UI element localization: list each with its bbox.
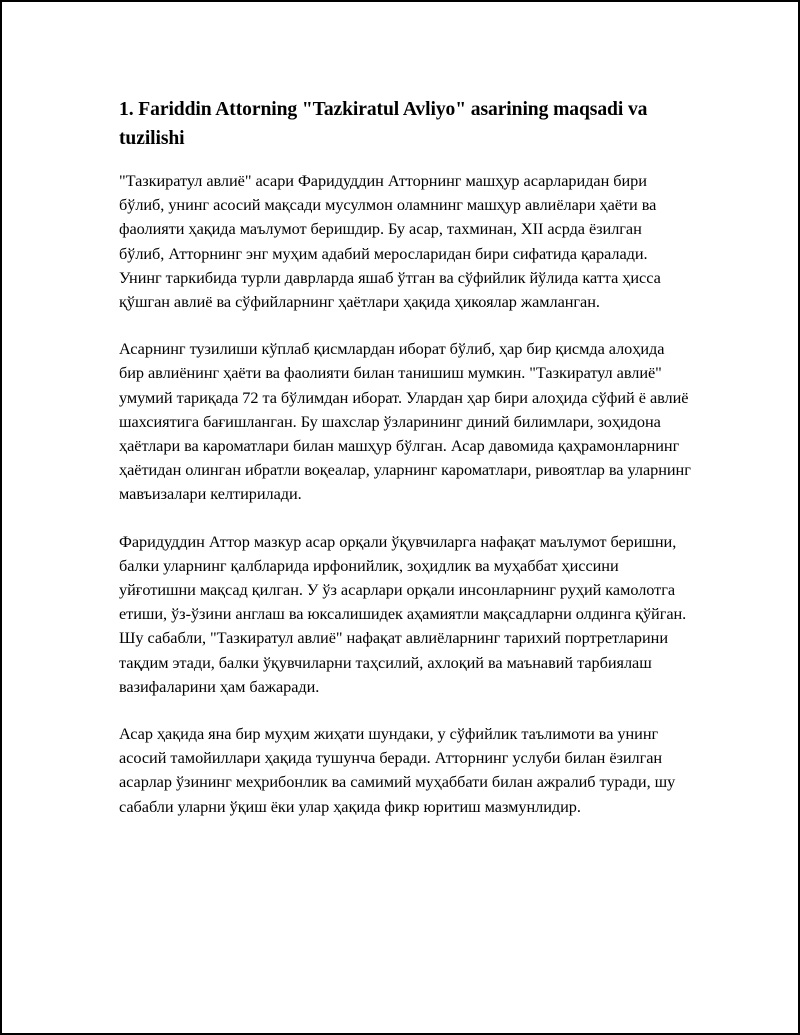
paragraph-1: "Тазкиратул авлиё" асари Фаридуддин Атторнинг машҳур асарларидан бири бўлиб, унинг асосий мақсади мусулмон оламнинг машҳур авлиёлари ҳаёти ва фаолияти ҳақида маълумот беришдир. Бу асар, тахминан, XII асрда ёзилган бўлиб, Атторнинг энг муҳим адабий меросларидан бири сифатида қаралади. Унинг таркибида турли даврларда яшаб ўтган ва сўфийлик йўлида катта ҳисса қўшган авлиё ва сўфийларнинг ҳаётлари ҳақида ҳикоялар жамланган. (119, 171, 661, 312)
section-heading: 1. Fariddin Attorning "Tazkiratul Avliyo" asarining maqsadi va tuzilishi (119, 99, 648, 149)
paragraph-3: Фаридуддин Аттор мазкур асар орқали ўқувчиларга нафақат маълумот беришни, балки уларнинг қалбларида ирфонийлик, зоҳидлик ва муҳаббат ҳиссини уйғотишни мақсад қилган. У ўз асарлари орқали инсонларнинг руҳий камолотга етиши, ўз-ўзини англаш ва юксалишидек аҳамиятли мақсадларни олдинга қўйган. Шу сабабли, "Тазкиратул авлиё" нафақат авлиёларнинг тарихий портретларини тақдим этади, балки ўқувчиларни таҳсилий, ахлоқий ва маънавий тарбиялаш вазифаларини ҳам бажаради. (119, 531, 687, 696)
document-body (119, 95, 691, 842)
paragraph-2: Асарнинг тузилиши кўплаб қисмлардан иборат бўлиб, ҳар бир қисмда алоҳида бир авлиёнинг ҳаёти ва фаолияти билан танишиш мумкин. "Тазкиратул авлиё" умумий тариқада 72 та бўлимдан иборат. Улардан ҳар бири алоҳида сўфий ё авлиё шахсиятига бағишланган. Бу шахслар ўзларининг диний билимлари, зоҳидона ҳаётлари ва кароматлари билан машҳур бўлган. Асар давомида қаҳрамонларнинг ҳаётидан олинган ибратли воқеалар, уларнинг кароматлари, ривоятлар ва уларнинг мавъизалари келтирилади. (119, 339, 691, 504)
paragraph-4: Асар ҳақида яна бир муҳим жиҳати шундаки, у сўфийлик таълимоти ва унинг асосий тамойиллари ҳақида тушунча беради. Атторнинг услуби билан ёзилган асарлар ўзининг меҳрибонлик ва самимий муҳаббати билан ажралиб туради, шу сабабли уларни ўқиш ёки улар ҳақида фикр юритиш мазмунлидир. (119, 724, 676, 816)
